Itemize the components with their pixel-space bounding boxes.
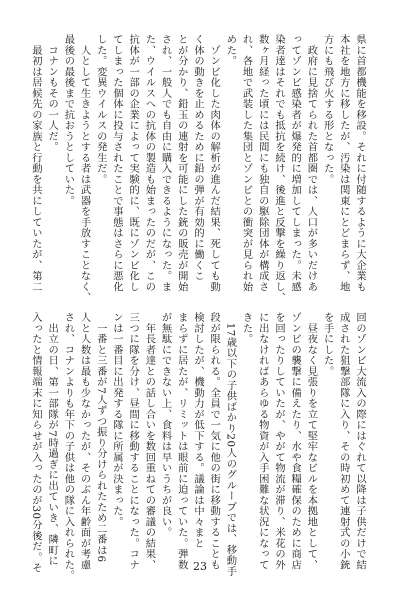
text-column: され、コナンよりも年下の子供は他の隊に入れられた。 — [62, 312, 75, 581]
text-column: く体の動きを止めるために鉛の弾が有効的に働くこ — [191, 34, 204, 282]
text-column: 最後の最後まで抗おうとしていた。 — [62, 34, 75, 206]
text-column: 数ヶ月経った頃には民間にも独自の駆除団体が構成さ — [256, 34, 269, 292]
text-column: てしまった個体に投与されたことで事態はさらに悪化 — [110, 34, 123, 292]
text-column: ンは一番目に出発する隊に所属が決まった。 — [110, 312, 123, 527]
text-column: コナンもその一人だ。 — [46, 34, 59, 153]
text-column: 本社を地方に移したが、汚染は関東にとどまらず、地 — [337, 34, 350, 292]
text-column: れ、各地で武装した集団とゾンビとの衝突が見られ始 — [240, 34, 253, 292]
text-column: を回ったりしていたが、やがて物流が滞り、米花の外 — [272, 312, 285, 570]
text-column: 県に首都機能を移設。それに付随するように大企業も — [354, 34, 366, 292]
text-column: 検討したが、機動力が低下する。議論は中々まと — [191, 312, 204, 549]
text-column: が無駄にできない上、食料は早いうちが良い。 — [159, 312, 172, 538]
text-column: た、ウイルスへの抗体の製造も始まったのだが、この — [143, 34, 156, 292]
text-column: 段が限られる。全員で一気に他の街に移動することも — [208, 312, 221, 570]
text-block-top — [28, 34, 368, 303]
page-number: 23 — [193, 560, 207, 573]
text-column: 一番と三番が7人ずつ振り分けられたため二番は6 — [94, 312, 107, 563]
text-column: 最初は居候先の家族と行動を共にしていたが、第二 — [29, 34, 42, 292]
text-column: 17歳以下の子供ばかり20人のグループでは、移動手 — [224, 312, 237, 577]
text-column: 染者達はそれでも抵抗を続け、後進と反撃を繰り返し、 — [272, 34, 285, 303]
text-column: ってゾンビ感染者が爆発的に増加してしまった。未感 — [289, 34, 302, 292]
text-column: され、一般人でも自由に購入できるようになった。ま — [159, 34, 172, 292]
text-column: 人として生きようとする者は武器を手放すことなく、 — [78, 34, 91, 303]
text-column: きた。 — [240, 312, 253, 345]
text-column: 人と人数は最も少なかったが、そのぶん年齢面が考慮 — [78, 312, 91, 570]
text-column: 三つに隊を分け、昼間に移動することになった。コナ — [127, 312, 140, 570]
text-column: ゾンビの襲撃に備えたり、水や食糧確保のために商店 — [289, 312, 302, 570]
text-column: に出なければあらゆる物資が入手困難な状況になって — [256, 312, 269, 570]
text-column: とが分かり、鉛玉の連射を可能にした銃の販売が開始 — [175, 34, 188, 292]
text-column: 政府に見捨てられた首都圏では、人口が多いだけあ — [305, 34, 318, 292]
text-column: 回のゾンビ大流入の際にはぐれて以降は子供だけで結 — [354, 312, 366, 570]
text-column: した。変異ウイルスの発生だ。 — [94, 34, 107, 185]
text-column: 方にも飛び火する形となった。 — [321, 34, 334, 185]
text-column: めた。 — [224, 34, 237, 67]
text-column: まらずに居たが、リミットは眼前に迫っていた。弾数 — [175, 312, 188, 570]
text-column: 出立の日、第一部隊が7時過ぎに出ていき、隣町に — [46, 312, 59, 567]
text-column: 入ったと情報端末に知らせが入ったのが30分後だ。そ — [29, 312, 42, 574]
text-column: ゾンビ化した肉体の解析が進んだ結果、死しても動 — [208, 34, 221, 292]
text-column: 昼夜なく見張りを立て堅牢なビルを本拠地として、 — [305, 312, 318, 570]
text-column: 年長者達との話し合いを数回重ねての審議の結果、 — [143, 312, 156, 570]
text-column: 抗体が一部の企業によって実験的に、既にゾンビ化し — [127, 34, 140, 292]
text-column: を手にした。 — [321, 312, 334, 377]
text-column: 成された狙撃部隊に入り、その時初めて連射式の小銃 — [337, 312, 350, 570]
